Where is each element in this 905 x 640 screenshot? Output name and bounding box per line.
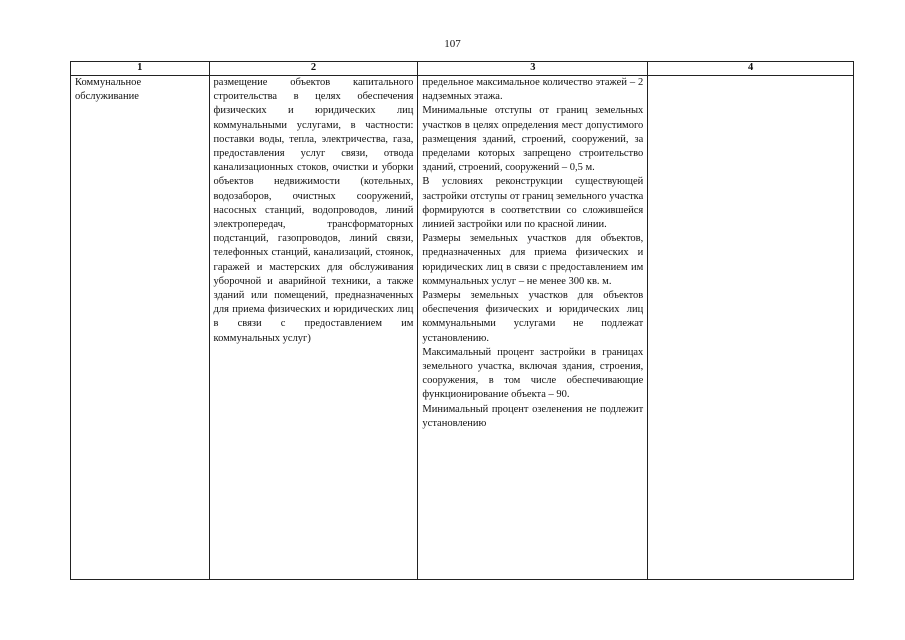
description-cell: [209, 76, 418, 580]
parameter-paragraph: предельное максимальное количество этажей – 2 надземных этажа.: [422, 77, 644, 103]
parameter-paragraph: Минимальный процент озеленения не подлежит установлению: [422, 403, 644, 429]
zoning-table: [70, 61, 854, 580]
notes-cell: [648, 76, 854, 580]
parameter-paragraph: Минимальные отступы от границ земельных участков в целях определения мест допустимого размещения зданий, строений, сооружений, за пределами которых запрещено строительство зданий, строений, сооружений – 0,5 м.: [422, 105, 644, 174]
page-number: 107: [444, 38, 461, 50]
parameter-paragraph: Размеры земельных участков для объектов, предназначенных для приема физических и юридических лиц в связи с предоставлением им коммунальных услуг – не менее 300 кв. м.: [422, 233, 644, 287]
parameter-paragraph: В условиях реконструкции существующей застройки отступы от границ земельного участка формируются в соответствии со сложившейся линией застройки или по красной линии.: [422, 176, 644, 231]
parameters-cell: [418, 76, 648, 580]
column-header-2: 2: [209, 62, 418, 76]
parameter-paragraph: Размеры земельных участков для объектов обеспечения физических и юридических лиц коммунальными услугами не подлежат установлению.: [422, 290, 644, 344]
column-header-1: 1: [71, 62, 210, 76]
land-use-type-cell: Коммунальное обслуживание: [71, 76, 210, 580]
column-header-4: 4: [648, 62, 854, 76]
header-row: [71, 62, 854, 76]
parameter-paragraph: Максимальный процент застройки в границах земельного участка, включая здания, строения, сооружения, в том числе обеспечивающие функционирование объекта – 90.: [422, 346, 644, 401]
column-header-3: 3: [418, 62, 648, 76]
table-row: [71, 76, 854, 580]
description-text: размещение объектов капитального строительства в целях обеспечения физических и юридических лиц коммунальными услугами, в частности: поставки воды, тепла, электричества, газа, предоставления услуг связи, отвода канализационных стоков, очистки и уборки объектов недвижимости (котельных, водозаборов, очистных сооружений, насосных станций, водопроводов, линий электропередач, трансформаторных подстанций, газопроводов, линий связи, телефонных станций, канализаций, стоянок, гаражей и мастерских для обслуживания уборочной и аварийной техники, а также зданий или помещений, предназначенных для приема физических и юридических лиц в связи с предоставлением им коммунальных услуг): [213, 77, 414, 344]
